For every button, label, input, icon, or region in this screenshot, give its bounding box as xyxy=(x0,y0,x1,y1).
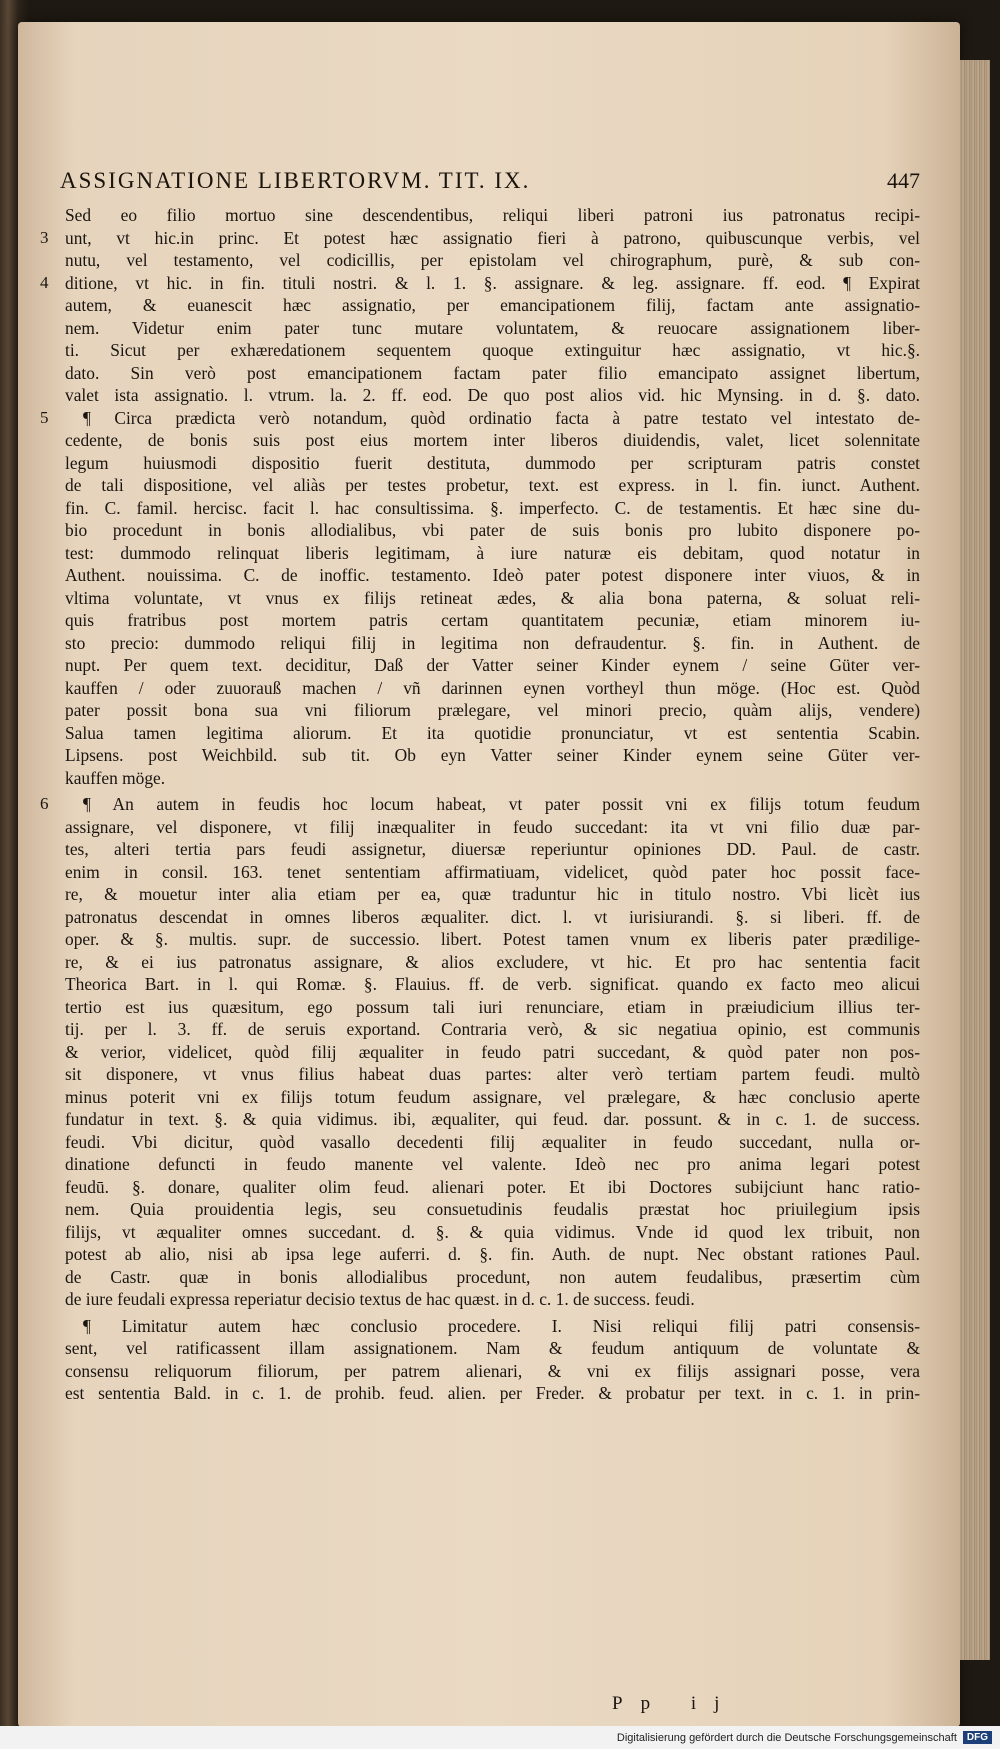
text-line: patronatus descendat in omnes liberos æqualiter. dict. l. vt iurisiurandi. §. si liberi. ff. de xyxy=(65,906,920,927)
text-line: kauffen / oder zuuorauß machen / vñ darinnen eynen vortheyl thun möge. (Hoc est. Quòd xyxy=(65,677,920,698)
margin-number: 6 xyxy=(40,794,49,813)
text-line: feudū. §. donare, qualiter olim feud. alienari poter. Et ibi Doctores subijciunt hanc ratio- xyxy=(65,1176,920,1197)
text-line: ¶ Limitatur autem hæc conclusio procedere. I. Nisi reliqui filij patri consensis- xyxy=(83,1315,920,1336)
text-line: & verior, videlicet, quòd filij æqualiter in feudo patri succedant, & quòd pater non pos- xyxy=(65,1041,920,1062)
footer-credit: Digitalisierung gefördert durch die Deutsche Forschungsgemeinschaft xyxy=(616,1731,957,1744)
text-line: quis fratribus post mortem patris certam quantitatem pecuniæ, etiam minorem iu- xyxy=(65,610,920,630)
text-line: ¶ Circa prædicta verò notandum, quòd ordinatio facta à patre testato vel intestato de- xyxy=(83,407,920,428)
text-line: fundatur in text. §. & quia vidimus. ibi, æqualiter, qui feud. dar. possunt. & in c. 1. de success. xyxy=(65,1109,920,1129)
text-line: dato. Sin verò post emancipationem factam pater filio emancipato assignet libertum, xyxy=(65,362,920,383)
text-line: tij. per l. 3. ff. de seruis exportand. Contraria verò, & sic negatiua opinio, est communis xyxy=(65,1019,920,1039)
text-line: enim in consil. 163. tenet sententiam affirmatiuam, videlicet, quòd pater hoc possit face- xyxy=(65,861,920,882)
text-line: Sed eo filio mortuo sine descendentibus, reliqui liberi patroni ius patronatus recipi- xyxy=(65,205,920,225)
text-line: sit disponere, vt vnus filius habeat duas partes: alter verò tertiam partem feudi. multò xyxy=(65,1064,920,1084)
margin-number: 5 xyxy=(40,408,49,427)
text-line: autem, & euanescit hæc assignatio, per emancipationem filij, factam ante assignatio- xyxy=(65,295,920,315)
text-line: bio procedunt in bonis allodialibus, vbi pater de suis bonis pro lubito disponere po- xyxy=(65,520,920,540)
text-line: nem. Quia prouidentia legis, seu consuetudinis feudalis præstat hoc priuilegium ipsis xyxy=(65,1199,920,1219)
text-line: pater possit bona sua vni filiorum prælegare, vel minori precio, quàm alijs, vendere) xyxy=(65,700,920,720)
text-line: valet ista assignatio. l. vtrum. la. 2. ff. eod. De quo post alios vid. hic Mynsing. in d. §. dato. xyxy=(65,385,920,405)
text-line: Theorica Bart. in l. qui Romæ. §. Flauius. ff. de verb. significat. quando ex facto meo alicui xyxy=(65,974,920,994)
text-line: ¶ An autem in feudis hoc locum habeat, vt pater possit vni ex filijs totum feudum xyxy=(83,794,920,814)
margin-number: 4 xyxy=(40,273,49,292)
dfg-logo: DFG xyxy=(963,1731,992,1744)
text-line: kauffen möge. xyxy=(65,767,166,788)
text-line: re, & ei ius patronatus assignare, & alios excludere, vt hic. Et pro hac sententia facit xyxy=(65,951,920,972)
text-line: sent, vel ratificassent illam assignationem. Nam & feudum antiquum de voluntate & xyxy=(65,1338,920,1358)
text-line: de tali dispositione, vel aliàs per testes probetur, text. est express. in l. fin. iunct. Authent. xyxy=(65,475,920,495)
signature-mark: Pp ij xyxy=(612,1693,738,1714)
text-line: cedente, de bonis suis post eius mortem inter liberos diuidendis, valet, licet solennitate xyxy=(65,430,920,450)
text-line: de Castr. quæ in bonis allodialibus procedunt, non autem feudalibus, præsertim cùm xyxy=(65,1266,920,1287)
text-line: dinatione defuncti in feudo manente vel valente. Ideò nec pro anima legari potest xyxy=(65,1154,920,1174)
text-line: de iure feudali expressa reperiatur decisio textus de hac quæst. in d. c. 1. de success. feudi. xyxy=(65,1289,695,1309)
text-line: nem. Videtur enim pater tunc mutare voluntatem, & reuocare assignationem liber- xyxy=(65,317,920,338)
text-line: vltima voluntate, vt vnus ex filijs retineat ædes, & alia bona paterna, & soluat reli- xyxy=(65,587,920,608)
text-line: re, & mouetur inter alia etiam per ea, quæ traduntur hic in titulo nostro. Vbi licèt ius xyxy=(65,884,920,904)
page-body xyxy=(40,204,920,1405)
text-line: ditione, vt hic. in fin. tituli nostri. & l. 1. §. assignare. & leg. assignare. ff. eod. ¶ Expirat xyxy=(65,272,920,293)
text-line: tes, alteri tertia pars feudi assignetur, diuersæ reperiuntur opiniones DD. Paul. de castr. xyxy=(65,839,920,859)
text-line: tertio est ius quæsitum, ego possum tali iuri renunciare, etiam in præiudicium illius ter- xyxy=(65,996,920,1017)
text-line: sto precio: dummodo reliqui filij in legitima non defraudentur. §. fin. in Authent. de xyxy=(65,632,920,653)
text-line: nutu, vel testamento, vel codicillis, per epistolam vel chirographum, purè, & sub con- xyxy=(65,250,920,270)
text-line: Lipsens. post Weichbild. sub tit. Ob eyn Vatter seiner Kinder eynem seine Güter ver- xyxy=(65,745,920,765)
text-line: Salua tamen legitima aliorum. Et ita quotidie pronunciatur, vt est sententia Scabin. xyxy=(65,722,920,743)
margin-number: 3 xyxy=(40,228,49,247)
text-line: est sententia Bald. in c. 1. de prohib. feud. alien. per Freder. & probatur per text. in c. 1. in prin- xyxy=(65,1383,920,1403)
text-line: fin. C. famil. hercisc. facit l. hac consultissima. §. imperfecto. C. de testamentis. Et hæc sine du- xyxy=(65,497,920,518)
page-number: 447 xyxy=(887,168,920,193)
text-line: assignare, vel disponere, vt filij inæqualiter in feudo succedant: ita vt vni filio duæ par- xyxy=(65,816,920,837)
text-line: Authent. nouissima. C. de inoffic. testamento. Ideò pater potest disponere inter viuos, & in xyxy=(65,565,920,585)
text-line: potest ab alio, nisi ab ipsa lege auferri. d. §. fin. Auth. de nupt. Nec obstant rationes Paul. xyxy=(65,1244,920,1264)
text-line: nupt. Per quem text. deciditur, Daß der Vatter seiner Kinder eynem / seine Güter ver- xyxy=(65,655,920,675)
text-line: unt, vt hic.in princ. Et potest hæc assignatio fieri à patrono, quibuscunque verbis, vel xyxy=(65,227,920,248)
text-line: ti. Sicut per exhæredationem sequentem quoque extinguitur hæc assignatio, vt hic.§. xyxy=(65,340,920,360)
text-line: legum huiusmodi dispositio fuerit destituta, dummodo per scripturam patris constet xyxy=(65,452,920,473)
text-line: minus poterit vni ex filijs totum feudum assignare, vel prælegare, & hæc conclusio aperte xyxy=(65,1086,920,1107)
page-edges xyxy=(960,60,990,1660)
text-line: feudi. Vbi dicitur, quòd vasallo decedenti filij æqualiter in feudo succedant, nulla or- xyxy=(65,1131,920,1152)
running-title: ASSIGNATIONE LIBERTORVM. TIT. IX. xyxy=(60,168,531,193)
footer-bar xyxy=(0,1726,1000,1749)
text-line: oper. & §. multis. supr. de successio. libert. Potest tamen vnum ex liberis pater prædilige- xyxy=(65,929,920,949)
text-line: consensu reliquorum filiorum, per patrem alienari, & vni ex filijs assignari posse, vera xyxy=(65,1360,920,1381)
text-line: test: dummodo relinquat liberis legitimam, à iure naturæ eis debitam, quod notatur in xyxy=(65,542,920,563)
running-head xyxy=(60,168,920,202)
text-line: filijs, vt æqualiter omnes succedant. d. §. & quia vidimus. Vnde id quod lex tribuit, non xyxy=(65,1221,920,1242)
